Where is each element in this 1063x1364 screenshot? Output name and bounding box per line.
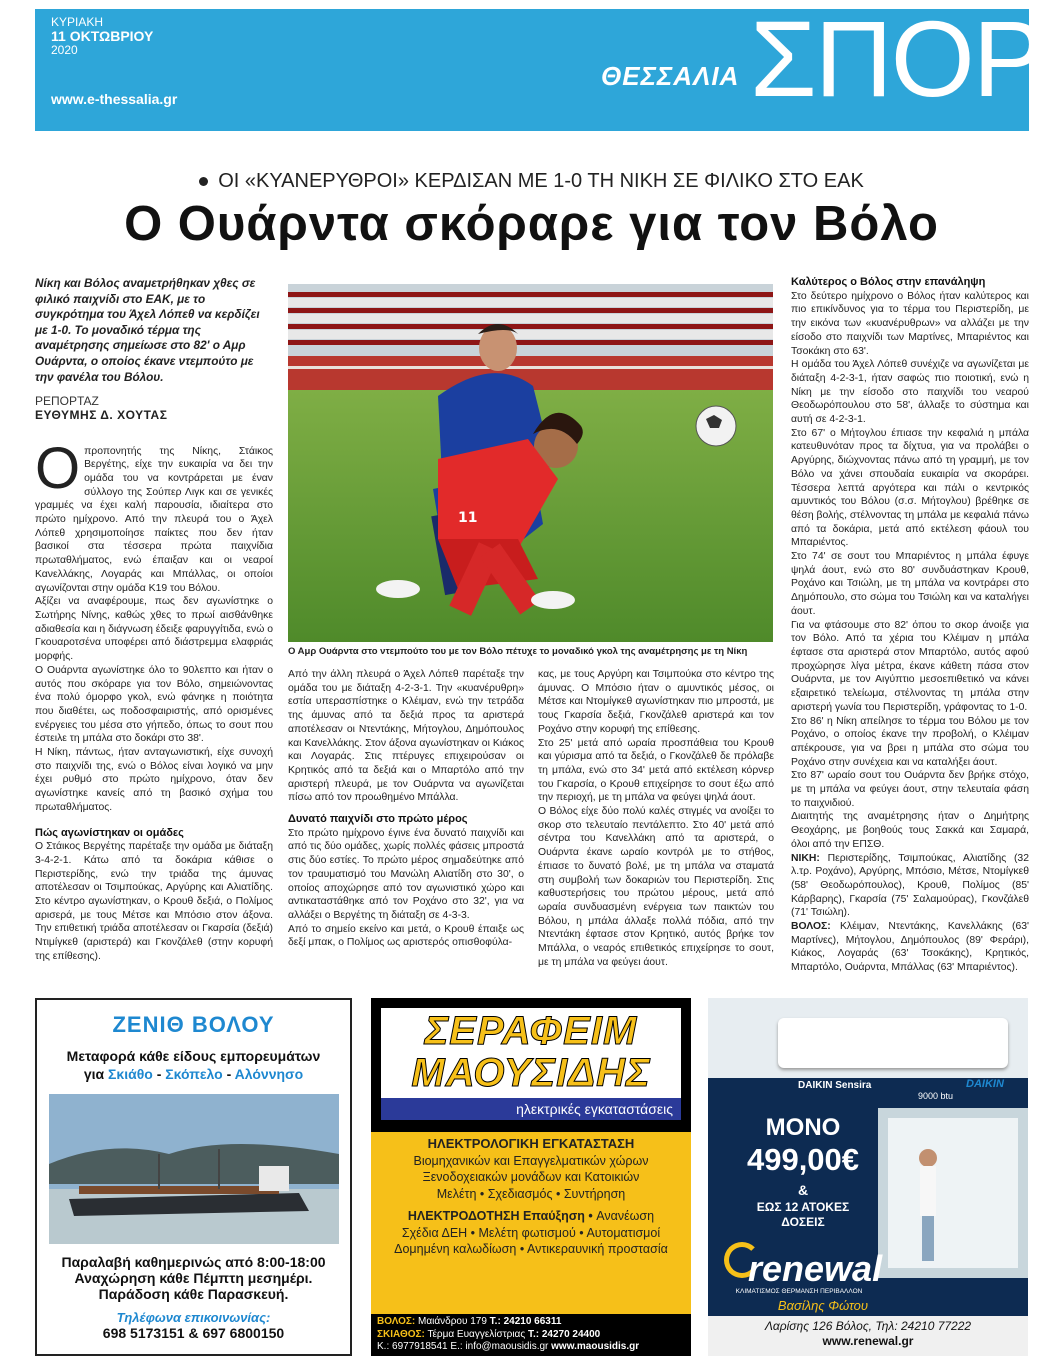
ad-zenith-info2: Αναχώρηση κάθε Πέμπτη μεσημέρι. (74, 1270, 313, 1286)
subheading: Πώς αγωνίστηκαν οι ομάδες (35, 826, 184, 839)
ad-serafeim-section2: ΗΛΕΚΤΡΟΔΟΤΗΣΗ Επαύξηση • Ανανέωση (407, 1209, 655, 1223)
author-name: ΕΥΘΥΜΗΣ Δ. ΧΟΥΤΑΣ (35, 407, 168, 422)
report-label: ΡΕΠΟΡΤΑΖ (35, 394, 99, 409)
ad-zenith-line1: Μεταφορά κάθε είδους εμπορευμάτων (66, 1048, 321, 1064)
ad-renewal-price: 499,00€ (746, 1142, 860, 1177)
ad-renewal-ac-image (708, 998, 1028, 1078)
lineup-volos: ΒΟΛΟΣ: Κλέιμαν, Ντεντάκης, Κανελλάκης (63' Μαρτίνες), Μήτογλου, Δημόπουλος (89' Φεράρι), Κιάκος, Λογαράς (63' Τσοκάκης), Κρητικός, Μπαρτόλο, Ουάρντα, Μπάλλας (63' Μπαριέντος). (791, 921, 1029, 974)
issue-day: ΚΥΡΙΑΚΗ (51, 15, 104, 29)
article-kicker (0, 170, 1063, 193)
ad-renewal-installments1: ΕΩΣ 12 ΑΤΟΚΕΣ (756, 1200, 850, 1214)
ad-zenith-title: ΖΕΝΙΘ ΒΟΛΟΥ (112, 1012, 275, 1037)
paragraph: Στο 87' ωραίο σουτ του Ουάρντα δεν βρήκε στόχο, με τη μπάλα να φεύγει άουτ, στην τελευταία φάση το παιχνιδιού. (791, 770, 1029, 809)
lineup-niki: ΝΙΚΗ: Περιστερίδης, Τσιμπούκας, Αλιατίδης (32 λ.τρ. Ροχάνο), Αργύρης, Μπόσιο, Μέτσε, Ντομίγκεθ (58' Θεοδωρόπουλος), Κρουθ, Πολίμος (85' Κάρβαρης), Γκαρσία (75' Σαλαμούρας), Γκονζάλεθ (71' Τσιώλη). (791, 852, 1029, 919)
paragraph: Διαιτητής της αναμέτρησης ήταν ο Δημήτρης Θεοχάρης, με βοηθούς τους Σακκά και Σαμαρά, όλοι από την ΕΠΣΘ. (791, 811, 1029, 850)
ad-renewal-btu: 9000 btu (918, 1091, 954, 1101)
ad-serafeim-addr1: ΒΟΛΟΣ: Μαιάνδρου 179 Τ.: 24210 66311 (377, 1316, 562, 1327)
paragraph: Στο 25' μετά από ωραία προσπάθεια του Κρουθ και γύρισμα από τα δεξιά, ο Γκονζάλεθ δε πρόλαβε τη μπάλα, ενώ στο 34' μετά από εκτέλεση κόρνερ του Γκαρσία, ο Κρουθ επιχείρησε το σουτ έξω από την περιοχή, με τη μπάλα να φεύγει ψηλά άουτ. (538, 737, 774, 804)
article-headline: Ο Ουάρντα σκόραρε για τον Βόλο (124, 197, 939, 251)
ad-renewal-price-label: ΜΟΝΟ (765, 1114, 841, 1141)
kicker-text: ΟΙ «ΚΥΑΝΕΡΥΘΡΟΙ» ΚΕΡΔΙΣΑΝ ΜΕ 1-0 ΤΗ ΝΙΚΗ ΣΕ ΦΙΛΙΚΟ ΣΤΟ ΕΑΚ (218, 170, 864, 192)
bullet-icon (199, 177, 208, 186)
cargo-ship-image (49, 1094, 339, 1244)
ad-zenith-volos[interactable] (35, 998, 352, 1356)
section-region: ΘΕΣΣΑΛΙΑ (601, 61, 740, 91)
ad-serafeim-contacts (377, 1316, 687, 1354)
drop-cap: Ο (35, 435, 81, 501)
subheading: Δυνατό παιχνίδι στο πρώτο μέρος (288, 813, 468, 826)
site-url-link[interactable]: www.e-thessalia.gr (51, 91, 178, 107)
ad-renewal-footer (708, 1316, 1028, 1356)
ad-renewal-owner: Βασίλης Φώτου (777, 1298, 869, 1313)
ad-renewal-amp: & (797, 1182, 809, 1198)
article-column-3 (538, 668, 774, 969)
ad-zenith-phones[interactable]: 698 5173151 & 697 6800150 (102, 1325, 285, 1341)
woman-in-room-image (878, 1108, 1028, 1278)
ad-renewal-address: Λαρίσης 126 Βόλος, Τηλ: 24210 77222 (764, 1319, 972, 1333)
paragraph: Η Νίκη, πάντως, ήταν ανταγωνιστική, είχε συνοχή στο παιχνίδι της, ενώ ο Βόλος είναι λογικό να μην έχει ρυθμό στο πρώτο ημίχρονο, όταν δεν αγωνίστηκε κανείς από τη βασικό σχήμα του πρωταθλήματος. (35, 747, 273, 813)
paragraph: Ο Βόλος είχε δύο πολύ καλές στιγμές να ανοίξει το σκορ στο τελευταίο πεντάλεπτο. Στο 40' μετά από σέντρα του Κανελλάκη από τα αριστερά, ο Ουάρντα έκανε ωραίο κοντρόλ με το στήθος, έπιασε το δυνατό βολέ, με τη μπάλα να σταματά στη συμβολή των δοκαριών του Περιστερίδη. Στις καθυστερήσεις του πρώτου μέρους, μετά από ωραία συνδυασμένη ενέργεια των παικτών του Βόλου, η μπάλα άλλαξε πολλά πόδια, από την Ντεντάκη έφτασε στον Κρητικό, αυτός βρήκε τον Μπάλλα, ο νεαρός επιθετικός επιχείρησε το σουτ, με τη μπάλα να φεύγει άουτ. (538, 806, 774, 968)
issue-date-day: 11 ΟΚΤΩΒΡΙΟΥ (51, 28, 154, 44)
match-photo (288, 284, 773, 642)
ad-renewal-product: DAIKIN Sensira (798, 1080, 872, 1091)
svg-text:11: 11 (458, 510, 478, 526)
section-title: ΣΠΟΡ (750, 0, 1043, 119)
paragraph: Στο 74' σε σουτ του Μπαριέντος η μπάλα έφυγε ψηλά άουτ, ενώ στο 80' συνδυάστηκαν Κρουθ, Ροχάνο και Τσιώλη, με τη μπάλα να κοντράρει στο Δημόπουλο, στο σώμα του Τσιώλη και να καταλήγει άουτ. (791, 551, 1029, 617)
paragraph: Ο Στάικος Βεργέτης παρέταξε την ομάδα με διάταξη 3-4-2-1. Κάτω από τα δοκάρια κάθισε ο Περιστερίδης, ενώ την τριάδα της άμυνας αποτέλεσαν οι Τσιμπούκας, Αργύρης και Αλιατίδης. Στο κέντρο αγωνίστηκαν, ο Κρουθ δεξιά, ο Πολίμος αρισερά, με τους Μέτσε και Μπόσιο στον άξονα. Την επιθετική τριάδα αποτέλεσαν οι Γκαρσία (δεξιά) Ντιμίγκεθ (αριστερά) και Γκονζάλεθ (στην κορυφή της επίθεσης). (35, 841, 273, 962)
subheading: Καλύτερος ο Βόλος στην επανάληψη (791, 276, 986, 288)
ad-serafeim-subtitle: ηλεκτρικές εγκαταστάσεις (381, 1098, 681, 1120)
paragraph: Από την άλλη πλευρά ο Άχελ Λόπεθ παρέταξε την ομάδα του με διάταξη 4-2-3-1. Την «κυανέρυθρη» εστία υπερασπίστηκε ο Κλέιμαν, ενώ την τετράδα της άμυνας από τα δεξιά προς τα αριστερά αποτέλεσαν οι Ντεντάκης, Μήτογλου, Δημόπουλος και Κανελλάκης. Στον άξονα αγωνίστηκαν οι Κιάκος και Λογαράς. Στις πτέρυγες επιχειρούσαν οι Κρητικός από τα δεξιά και ο Μπαρτόλο από την αριστερή πλευρά, με τον Ουάρντα να αγωνίζεται πίσω από τον προωθημένο Μπάλλα. (288, 669, 524, 804)
ad-renewal-logo-sub: ΚΛΙΜΑΤΙΣΜΟΣ ΘΕΡΜΑΝΣΗ ΠΕΡΙΒΑΛΛΟΝ (735, 1288, 863, 1295)
issue-year: 2020 (51, 43, 78, 57)
paragraph: Η ομάδα του Άχελ Λόπεθ συνέχιζε να αγωνίζεται με διάταξη 4-2-3-1, ήταν σαφώς πιο ποιοτική, ενώ η Νίκη με την είσοδο στο παιχνίδι του νεαρού Θεοδωρόπουλου στο 58', άλλαξε το σύστημα και αυτή σε 4-2-3-1. (791, 359, 1029, 426)
ad-serafeim-section1: ΗΛΕΚΤΡΟΛΟΓΙΚΗ ΕΓΚΑΤΑΣΤΑΣΗ (427, 1136, 635, 1151)
ad-serafeim-name1: ΣΕΡΑΦΕΙΜ (424, 1009, 638, 1053)
paragraph: κας, με τους Αργύρη και Τσιμπούκα στο κέντρο της άμυνας. Ο Μπόσιο ήταν ο αμυντικός μέσος, οι Μέτσε και Ντομίγκεθ αγωνίστηκαν πιο μπροστά, με τους Γκαρσία δεξιά, Γκονζάλεθ αριστερά και τον Ροχάνο στην κορυφή της επίθεσης. (538, 669, 774, 735)
ad-serafeim-services (371, 1132, 691, 1314)
article-lead: Νίκη και Βόλος αναμετρήθηκαν χθες σε φιλικό παιχνίδι στο ΕΑΚ, με το συγκρότημα του Άχελ Λόπεθ να κερδίζει με 1-0. Το μοναδικό τέρμα της αναμέτρησης σημείωσε στο 82' ο Αμρ Ουάρντα, ο οποίος έκανε ντεμπούτο με την φανέλα του Βόλου. (35, 276, 260, 384)
article-column-4 (791, 276, 1029, 975)
paragraph: Στο δεύτερο ημίχρονο ο Βόλος ήταν καλύτερος και πιο επικίνδυνος για το τέρμα του Περιστερίδη, με την εικόνα των «κυανέρυθρων» να αλλάζει με την είσοδο στο παιχνίδι των Μαρτίνες, Μπαριέντος και Τσοκάκη στο 63'. (791, 290, 1029, 357)
ad-renewal-room-image (878, 1108, 1028, 1278)
paragraph: Στο πρώτο ημίχρονο έγινε ένα δυνατό παιχνίδι και από τις δύο ομάδες, χωρίς πολλές φάσεις μπροστά στις δύο εστίες. Το πρώτο μέρος σημαδεύτηκε από τον τραυματισμό του Μανώλη Αλιατίδη στο 30', ο οποίος αποχώρησε από τον αγωνιστικό χώρο και αντικαταστάθηκε από τον Ροχάνο στο 32', για να αλλάξει ο Βεργέτης τη διάταξη σε 4-3-3. (288, 827, 524, 921)
ad-serafeim-s2-line2: Σχέδια ΔΕΗ • Μελέτη φωτισμού • Αυτοματισμοί (401, 1225, 661, 1240)
ad-renewal-daikin[interactable] (708, 998, 1028, 1356)
ad-zenith-info1: Παραλαβή καθημερινώς από 8:00-18:00 (61, 1254, 326, 1270)
ad-serafeim-s1-line1: Βιομηχανικών και Επαγγελματικών χώρων (413, 1153, 649, 1168)
ad-zenith-phones-label: Τηλέφωνα επικοινωνίας: (116, 1310, 271, 1325)
ad-renewal-brand: DAIKIN (966, 1078, 1004, 1090)
football-players-image (288, 284, 773, 642)
photo-caption: Ο Αμρ Ουάρντα στο ντεμπούτο του με τον Βόλο πέτυχε το μοναδικό γκολ της αναμέτρησης με τη Νίκη (288, 646, 748, 657)
ad-serafeim-name2: ΜΑΟΥΣΙΔΗΣ (411, 1051, 651, 1095)
ad-serafeim-addr3: Κ.: 6977918541 E.: info@maousidis.gr www.maousidis.gr (377, 1341, 640, 1352)
paragraph: Οπροπονητής της Νίκης, Στάικος Βεργέτης, είχε την ευκαιρία να δει την ομάδα του να κοντράρεται με έναν σύλλογο της Σούπερ Λιγκ και σε γενικές γραμμές να έχει καλή παρουσία, ιδιαίτερα στο πρώτο ημίχρονο. Από την πλευρά του ο Άχελ Λόπεθ χρησιμοποίησε παίκτες που δεν ήταν βασικοί στα τέσσερα πρώτα παιχνίδια πρωταθλήματος, ενώ έπαιξαν και οι νεαροί Κανελλάκης, Λογαράς και Μπάλλας, οι οποίοι αγωνίζονται στην ομάδα Κ19 του Βόλου. (35, 435, 273, 594)
ad-zenith-info3: Παράδοση κάθε Παρασκευή. (98, 1286, 289, 1302)
ad-renewal-installments2: ΔΟΣΕΙΣ (781, 1215, 825, 1229)
air-conditioner-icon (778, 1018, 1008, 1068)
ad-serafeim-s2-line3: Δομημένη καλωδίωση • Αντικεραυνική προστασία (394, 1242, 668, 1256)
ad-serafeim-s1-line3: Μελέτη • Σχεδιασμός • Συντήρηση (436, 1186, 626, 1201)
ad-zenith-line2: για Σκιάθο - Σκόπελο - Αλόννησο (83, 1066, 304, 1082)
paragraph: Ο Ουάρντα αγωνίστηκε όλο το 90λεπτο και ήταν ο αυτός που σκόραρε για τον Βόλο, σημειώνοντας ένα πολύ όμορφο γκολ, ενώ φάνηκε η ποιότητα που διαθέτει, ως ποδοσφαιριστής, από ορισμένες ενέργειες του μέσα στο γήπεδο, όπως το σουτ που έστειλε τη μπάλα στο δοκάρι στο 38'. (35, 664, 273, 745)
ad-renewal-website[interactable]: www.renewal.gr (822, 1334, 914, 1348)
ad-serafeim-maousidis[interactable] (371, 998, 691, 1356)
paragraph: Από το σημείο εκείνο και μετά, ο Κρουθ έπαιξε ως δεξί μπακ, ο Πολίμος ως αριστερός οπισθοφύλα- (288, 923, 524, 949)
issue-date (51, 15, 153, 57)
article-column-1 (35, 276, 273, 964)
section-header (35, 0, 1043, 131)
paragraph: Για να φτάσουμε στο 82' όπου το σκορ άνοιξε για τον Βόλο. Από τα χέρια του Κλέιμαν η μπάλα έφτασε στα αριστερά στον Μπαρτόλο, αυτός αφού προχώρησε λίγα μέτρα, έκανε κάθετη πάσα στον Ουάρντα, με τον Αιγύπτιο μεσοεπιθετικό να κάνει εξαιρετικό τελείωμα, στέλνοντας τη μπάλα στην αριστερή γωνία του Περιστερίδη, γράφοντας το 1-0. (791, 619, 1029, 713)
article-column-2 (288, 668, 524, 950)
paragraph: Αξίζει να αναφέρουμε, πως δεν αγωνίστηκε ο Σωτήρης Νίνης, καθώς χθες το πρωί αισθάνθηκε αδιαθεσία και η διάγνωση έδειξε φαρυγγίτιδα, ενώ ο Γκουαροτσένα υποφέρει από διάστρεμμα ελαφριάς μορφής. (35, 596, 273, 663)
paragraph: Στο 86' η Νίκη απείλησε το τέρμα του Βόλου με τον Ροχάνο, ο οποίος έκανε την προβολή, ο Κλέιμαν απέκρουσε, για να βρει η μπάλα στο σώμα του Ροχάνο στην συνέχεια και να καταλήξει άουτ. (791, 715, 1029, 768)
ad-serafeim-addr2: ΣΚΙΑΘΟΣ: Τέρμα Ευαγγελίστριας Τ.: 24270 24400 (377, 1328, 601, 1340)
paragraph: Στο 67' ο Μήτογλου έπιασε την κεφαλιά η μπάλα κατευθυνόταν προς τα δίχτυα, για να προλάβει ο Αργύρης, διώχνοντας πάνω από τη γραμμή, με τον Βόλο να χάνει σπουδαία ευκαιρία να σκοράρει. Τέσσερα λεπτά αργότερα και πάλι ο κεντρικός αμυντικός του Βόλου (σ.σ. Μήτογλου) βρέθηκε σε θέση βολής, στέλνοντας τη μπάλα με κεφαλιά πάνω από τα δοκάρια, μετά από εκτέλεση φάουλ του Μπαριέντος. (791, 427, 1029, 549)
ad-renewal-logo: renewal (748, 1248, 883, 1289)
ad-serafeim-s1-line2: Ξενοδοχειακών μονάδων και Κατοικιών (422, 1170, 640, 1184)
